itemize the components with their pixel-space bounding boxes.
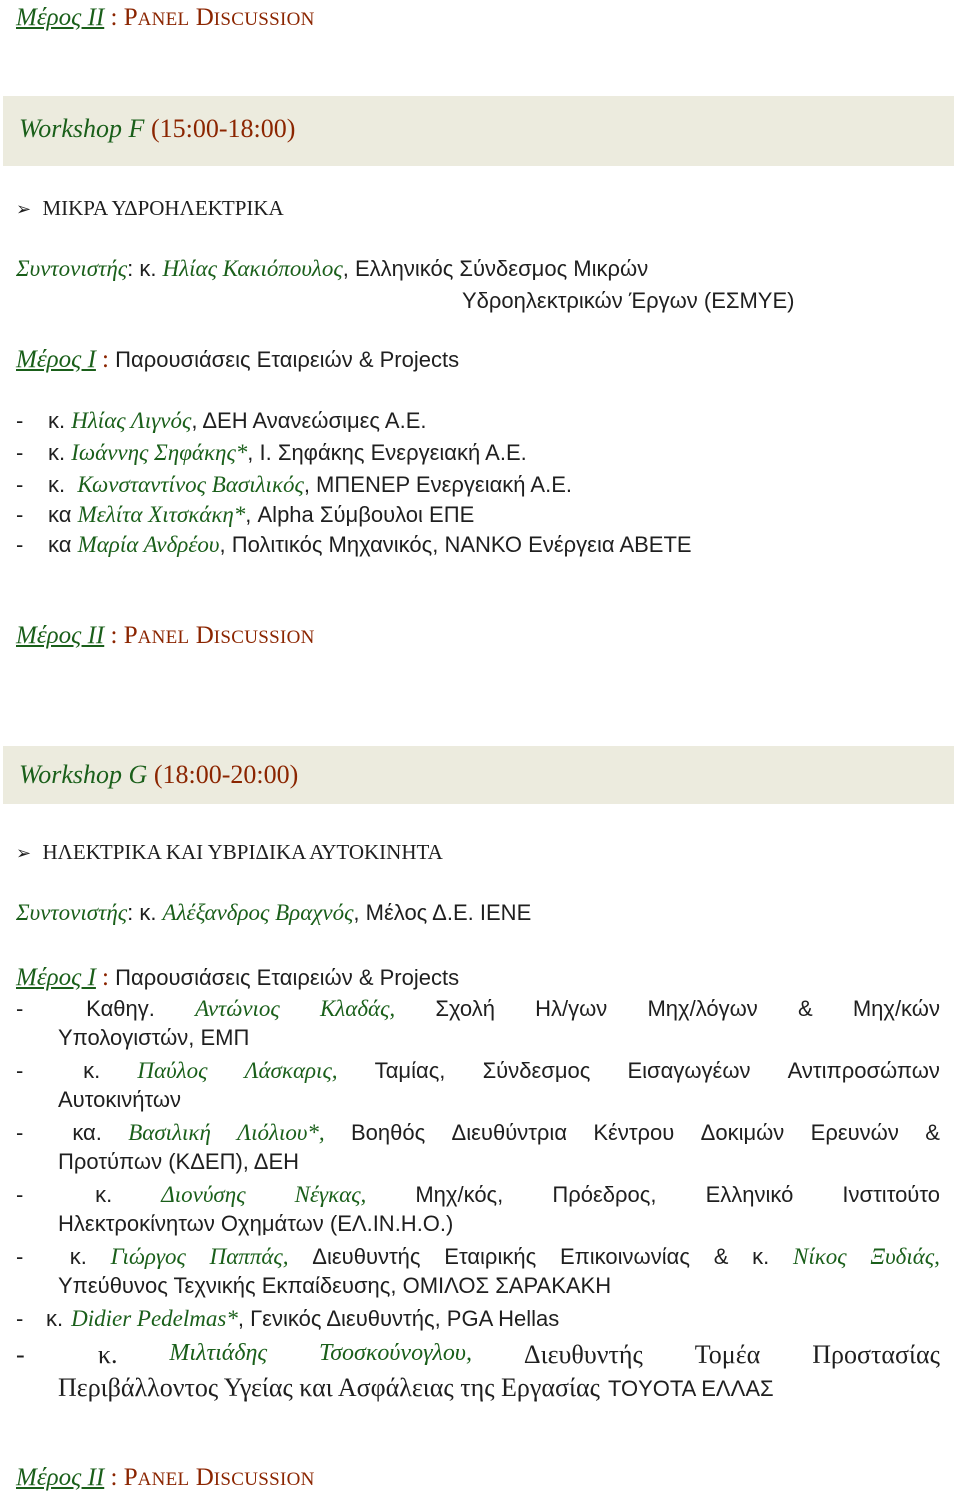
coordinator-f-org2: Υδροηλεκτρικών Έργων (ΕΣΜΥΕ) <box>462 288 795 313</box>
part-colon: : <box>102 964 109 991</box>
part-label: Μέρος Ι <box>16 346 96 373</box>
dash: - <box>16 408 24 433</box>
discussion-d: D <box>195 1464 214 1491</box>
prefix: κ. <box>48 440 72 465</box>
workshop-f-name: Workshop F <box>19 114 145 143</box>
discussion-d: D <box>195 4 214 31</box>
discussion-rest: ISCUSSION <box>213 1469 315 1490</box>
speaker-name: Ξυδιάς, <box>870 1244 940 1269</box>
word: Ινστιτούτο <box>842 1182 940 1207</box>
prefix: κ. <box>48 472 78 497</box>
panel-anel: ANEL <box>137 9 190 30</box>
coordinator-org: , Ελληνικός Σύνδεσμος Μικρών <box>342 256 649 281</box>
word: Βοηθός <box>350 1120 426 1145</box>
prefix: κα <box>48 532 78 557</box>
speaker-f-3 <box>16 472 572 498</box>
speaker-line-continued <box>16 1149 940 1175</box>
word: κ. <box>46 1306 64 1331</box>
part2-heading-bottom <box>16 1464 315 1492</box>
word: Μηχ/κός, <box>415 1182 504 1207</box>
speaker-line <box>16 1340 940 1370</box>
word: Διευθυντής <box>523 1340 643 1369</box>
speaker-line-continued <box>16 1373 940 1403</box>
word: κ. <box>83 1058 101 1083</box>
dash: - <box>16 1058 24 1083</box>
speaker-line <box>16 1244 940 1270</box>
part1-f <box>16 346 459 374</box>
word: Εισαγωγέων <box>627 1058 751 1083</box>
word: κ. <box>69 1244 87 1269</box>
workshop-g-name: Workshop G <box>19 760 148 789</box>
word: Προστασίας <box>812 1340 940 1369</box>
word: & <box>713 1244 729 1269</box>
coordinator-g <box>16 900 531 926</box>
dash: - <box>16 440 24 465</box>
word: Διευθυντής <box>312 1244 421 1269</box>
workshop-f-title <box>19 114 295 144</box>
discussion-rest: ISCUSSION <box>213 9 315 30</box>
speaker-affiliation: , ΔΕΗ Ανανεώσιμες Α.Ε. <box>191 408 427 433</box>
speaker-g-4 <box>16 1182 940 1237</box>
speaker-affiliation: , Alpha Σύμβουλοι ΕΠΕ <box>245 502 475 527</box>
coordinator-prefix: : κ. <box>127 256 163 281</box>
dash: - <box>16 996 24 1021</box>
topic-f <box>16 196 284 221</box>
word: Διευθύντρια <box>451 1120 568 1145</box>
speaker-affiliation: , Ι. Σηφάκης Ενεργειακή Α.Ε. <box>247 440 527 465</box>
speaker-name: Κωνσταντίνος Βασιλικός <box>77 472 304 497</box>
part-colon: : <box>102 346 109 373</box>
word: Καθηγ. <box>86 996 155 1021</box>
word: Αντιπροσώπων <box>787 1058 940 1083</box>
speaker-name: Didier Pedelmas* <box>71 1306 238 1331</box>
workshop-g-title <box>19 760 298 790</box>
word: Ερευνών <box>810 1120 899 1145</box>
speaker-line-continued <box>16 1025 940 1051</box>
word: Πρόεδρος, <box>552 1182 657 1207</box>
speaker-name: Λάσκαρις, <box>244 1058 338 1083</box>
speaker-line <box>16 996 940 1022</box>
part-colon: : <box>110 4 118 31</box>
coordinator-name: Ηλίας Κακιόπουλος <box>162 256 343 281</box>
speaker-f-4 <box>16 502 474 528</box>
part-label: Μέρος ΙΙ <box>16 4 105 31</box>
word: κ. <box>752 1244 770 1269</box>
part1-g-text: Παρουσιάσεις Εταιρειών & Projects <box>115 965 460 990</box>
speaker-name: Λιόλιου*, <box>237 1120 325 1145</box>
word: Σύνδεσμος <box>482 1058 591 1083</box>
speaker-f-1 <box>16 408 427 434</box>
speaker-affiliation: , ΜΠΕΝΕΡ Ενεργειακή Α.Ε. <box>303 472 573 497</box>
speaker-g-5 <box>16 1244 940 1299</box>
continuation-text: Αυτοκινήτων <box>58 1087 181 1112</box>
word: Μηχ/κών <box>852 996 940 1021</box>
speaker-name: Διονύσης <box>161 1182 246 1207</box>
continuation-text: Υπεύθυνος Τεχνικής Εκπαίδευσης, ΟΜΙΛΟΣ ΣΑΡΑΚΑΚΗ <box>58 1273 612 1298</box>
part1-g <box>16 964 459 992</box>
panel-p: P <box>123 4 138 31</box>
speaker-name: Νίκος <box>793 1244 847 1269</box>
word: & <box>925 1120 940 1145</box>
word: Ταμίας, <box>374 1058 446 1083</box>
word: Εταιρικής <box>444 1244 537 1269</box>
speaker-name: Μιλτιάδης <box>169 1340 268 1366</box>
word: Ελληνικό <box>705 1182 794 1207</box>
dash: - <box>16 1306 24 1331</box>
word: κ. <box>95 1182 113 1207</box>
arrow-bullet-icon: ➢ <box>16 199 32 219</box>
speaker-line-continued <box>16 1211 940 1237</box>
topic-f-text: ΜΙΚΡΑ ΥΔΡΟΗΛΕΚΤΡΙΚΑ <box>42 196 284 220</box>
speaker-name: Νέγκας, <box>294 1182 367 1207</box>
continuation-text: Περιβάλλοντος Υγείας και Ασφάλειας της Εργασίας <box>58 1373 600 1402</box>
coordinator-org: , Μέλος Δ.Ε. ΙΕΝΕ <box>353 900 532 925</box>
dash: - <box>16 1340 25 1369</box>
speaker-line <box>16 1120 940 1146</box>
panel-p: P <box>123 1464 138 1491</box>
speaker-line-continued <box>16 1273 940 1299</box>
part2-heading-top <box>16 4 315 32</box>
word: & <box>797 996 813 1021</box>
panel-anel: ANEL <box>137 627 190 648</box>
dash: - <box>16 502 24 527</box>
discussion-d: D <box>195 622 214 649</box>
coordinator-prefix: : κ. <box>127 900 163 925</box>
word: Κέντρου <box>593 1120 675 1145</box>
workshop-f-time: (15:00-18:00) <box>150 114 296 143</box>
speaker-line-continued <box>16 1087 940 1113</box>
speaker-f-2 <box>16 440 527 466</box>
panel-anel: ANEL <box>137 1469 190 1490</box>
coordinator-label: Συντονιστής <box>16 256 128 281</box>
coordinator-f <box>16 256 648 282</box>
speaker-name: Τσοσκούνογλου, <box>319 1340 472 1366</box>
speaker-line <box>16 1182 940 1208</box>
part-colon: : <box>110 622 118 649</box>
speaker-name: Μελίτα Χιτσκάκη* <box>77 502 246 527</box>
part-label: Μέρος Ι <box>16 964 96 991</box>
workshop-f-band <box>3 96 954 166</box>
continuation-text: Προτύπων (ΚΔΕΠ), ΔΕΗ <box>58 1149 300 1174</box>
word: , Γενικός Διευθυντής, PGA Hellas <box>237 1306 560 1331</box>
arrow-bullet-icon: ➢ <box>16 843 32 863</box>
part2-heading-mid <box>16 622 315 650</box>
continuation-company: TOYOTA ΕΛΛΑΣ <box>607 1376 774 1401</box>
speaker-name: Ηλίας Λιγνός <box>71 408 192 433</box>
dash: - <box>16 1182 24 1207</box>
word: Ηλ/γων <box>535 996 608 1021</box>
coordinator-label: Συντονιστής <box>16 900 128 925</box>
topic-g <box>16 840 443 865</box>
speaker-g-6 <box>16 1306 940 1332</box>
continuation-text: Ηλεκτροκίνητων Οχημάτων (ΕΛ.ΙΝ.Η.Ο.) <box>58 1211 454 1236</box>
part-colon: : <box>110 1464 118 1491</box>
word: κ. <box>97 1340 118 1369</box>
workshop-g-band <box>3 746 954 804</box>
word: Τομέα <box>694 1340 761 1369</box>
part-label: Μέρος ΙΙ <box>16 622 105 649</box>
topic-g-text: ΗΛΕΚΤΡΙΚΑ ΚΑΙ ΥΒΡΙΔΙΚΑ ΑΥΤΟΚΙΝΗΤΑ <box>42 840 443 864</box>
speaker-name: Ιωάννης Σηφάκης* <box>71 440 248 465</box>
part-label: Μέρος ΙΙ <box>16 1464 105 1491</box>
word: Επικοινωνίας <box>559 1244 690 1269</box>
speaker-name: Βασιλική <box>128 1120 211 1145</box>
prefix: κα <box>48 502 78 527</box>
speaker-name: Παππάς, <box>209 1244 289 1269</box>
speaker-g-2 <box>16 1058 940 1113</box>
word: Σχολή <box>435 996 495 1021</box>
dash: - <box>16 1120 24 1145</box>
dash: - <box>16 1244 24 1269</box>
speaker-affiliation: , Πολιτικός Μηχανικός, ΝΑΝΚΟ Ενέργεια ΑΒΕΤΕ <box>219 532 692 557</box>
panel-p: P <box>123 622 138 649</box>
prefix: κ. <box>48 408 72 433</box>
speaker-name: Γιώργος <box>110 1244 186 1269</box>
word: κα. <box>72 1120 102 1145</box>
speaker-name: Κλαδάς, <box>319 996 396 1021</box>
continuation-text: Υπολογιστών, ΕΜΠ <box>58 1025 250 1050</box>
part1-f-text: Παρουσιάσεις Εταιρειών & Projects <box>115 347 460 372</box>
dash: - <box>16 532 24 557</box>
speaker-g-3 <box>16 1120 940 1175</box>
speaker-line <box>16 1058 940 1084</box>
speaker-g-1 <box>16 996 940 1051</box>
dash: - <box>16 472 24 497</box>
coordinator-name: Αλέξανδρος Βραχνός <box>162 900 354 925</box>
speaker-name: Αντώνιος <box>195 996 280 1021</box>
discussion-rest: ISCUSSION <box>213 627 315 648</box>
speaker-line <box>16 1306 940 1332</box>
word: Δοκιμών <box>700 1120 785 1145</box>
speaker-g-7 <box>16 1340 940 1403</box>
speaker-name: Μαρία Ανδρέου <box>77 532 220 557</box>
workshop-g-time: (18:00-20:00) <box>153 760 299 789</box>
speaker-name: Παύλος <box>137 1058 208 1083</box>
word: Μηχ/λόγων <box>647 996 758 1021</box>
speaker-f-5 <box>16 532 692 558</box>
